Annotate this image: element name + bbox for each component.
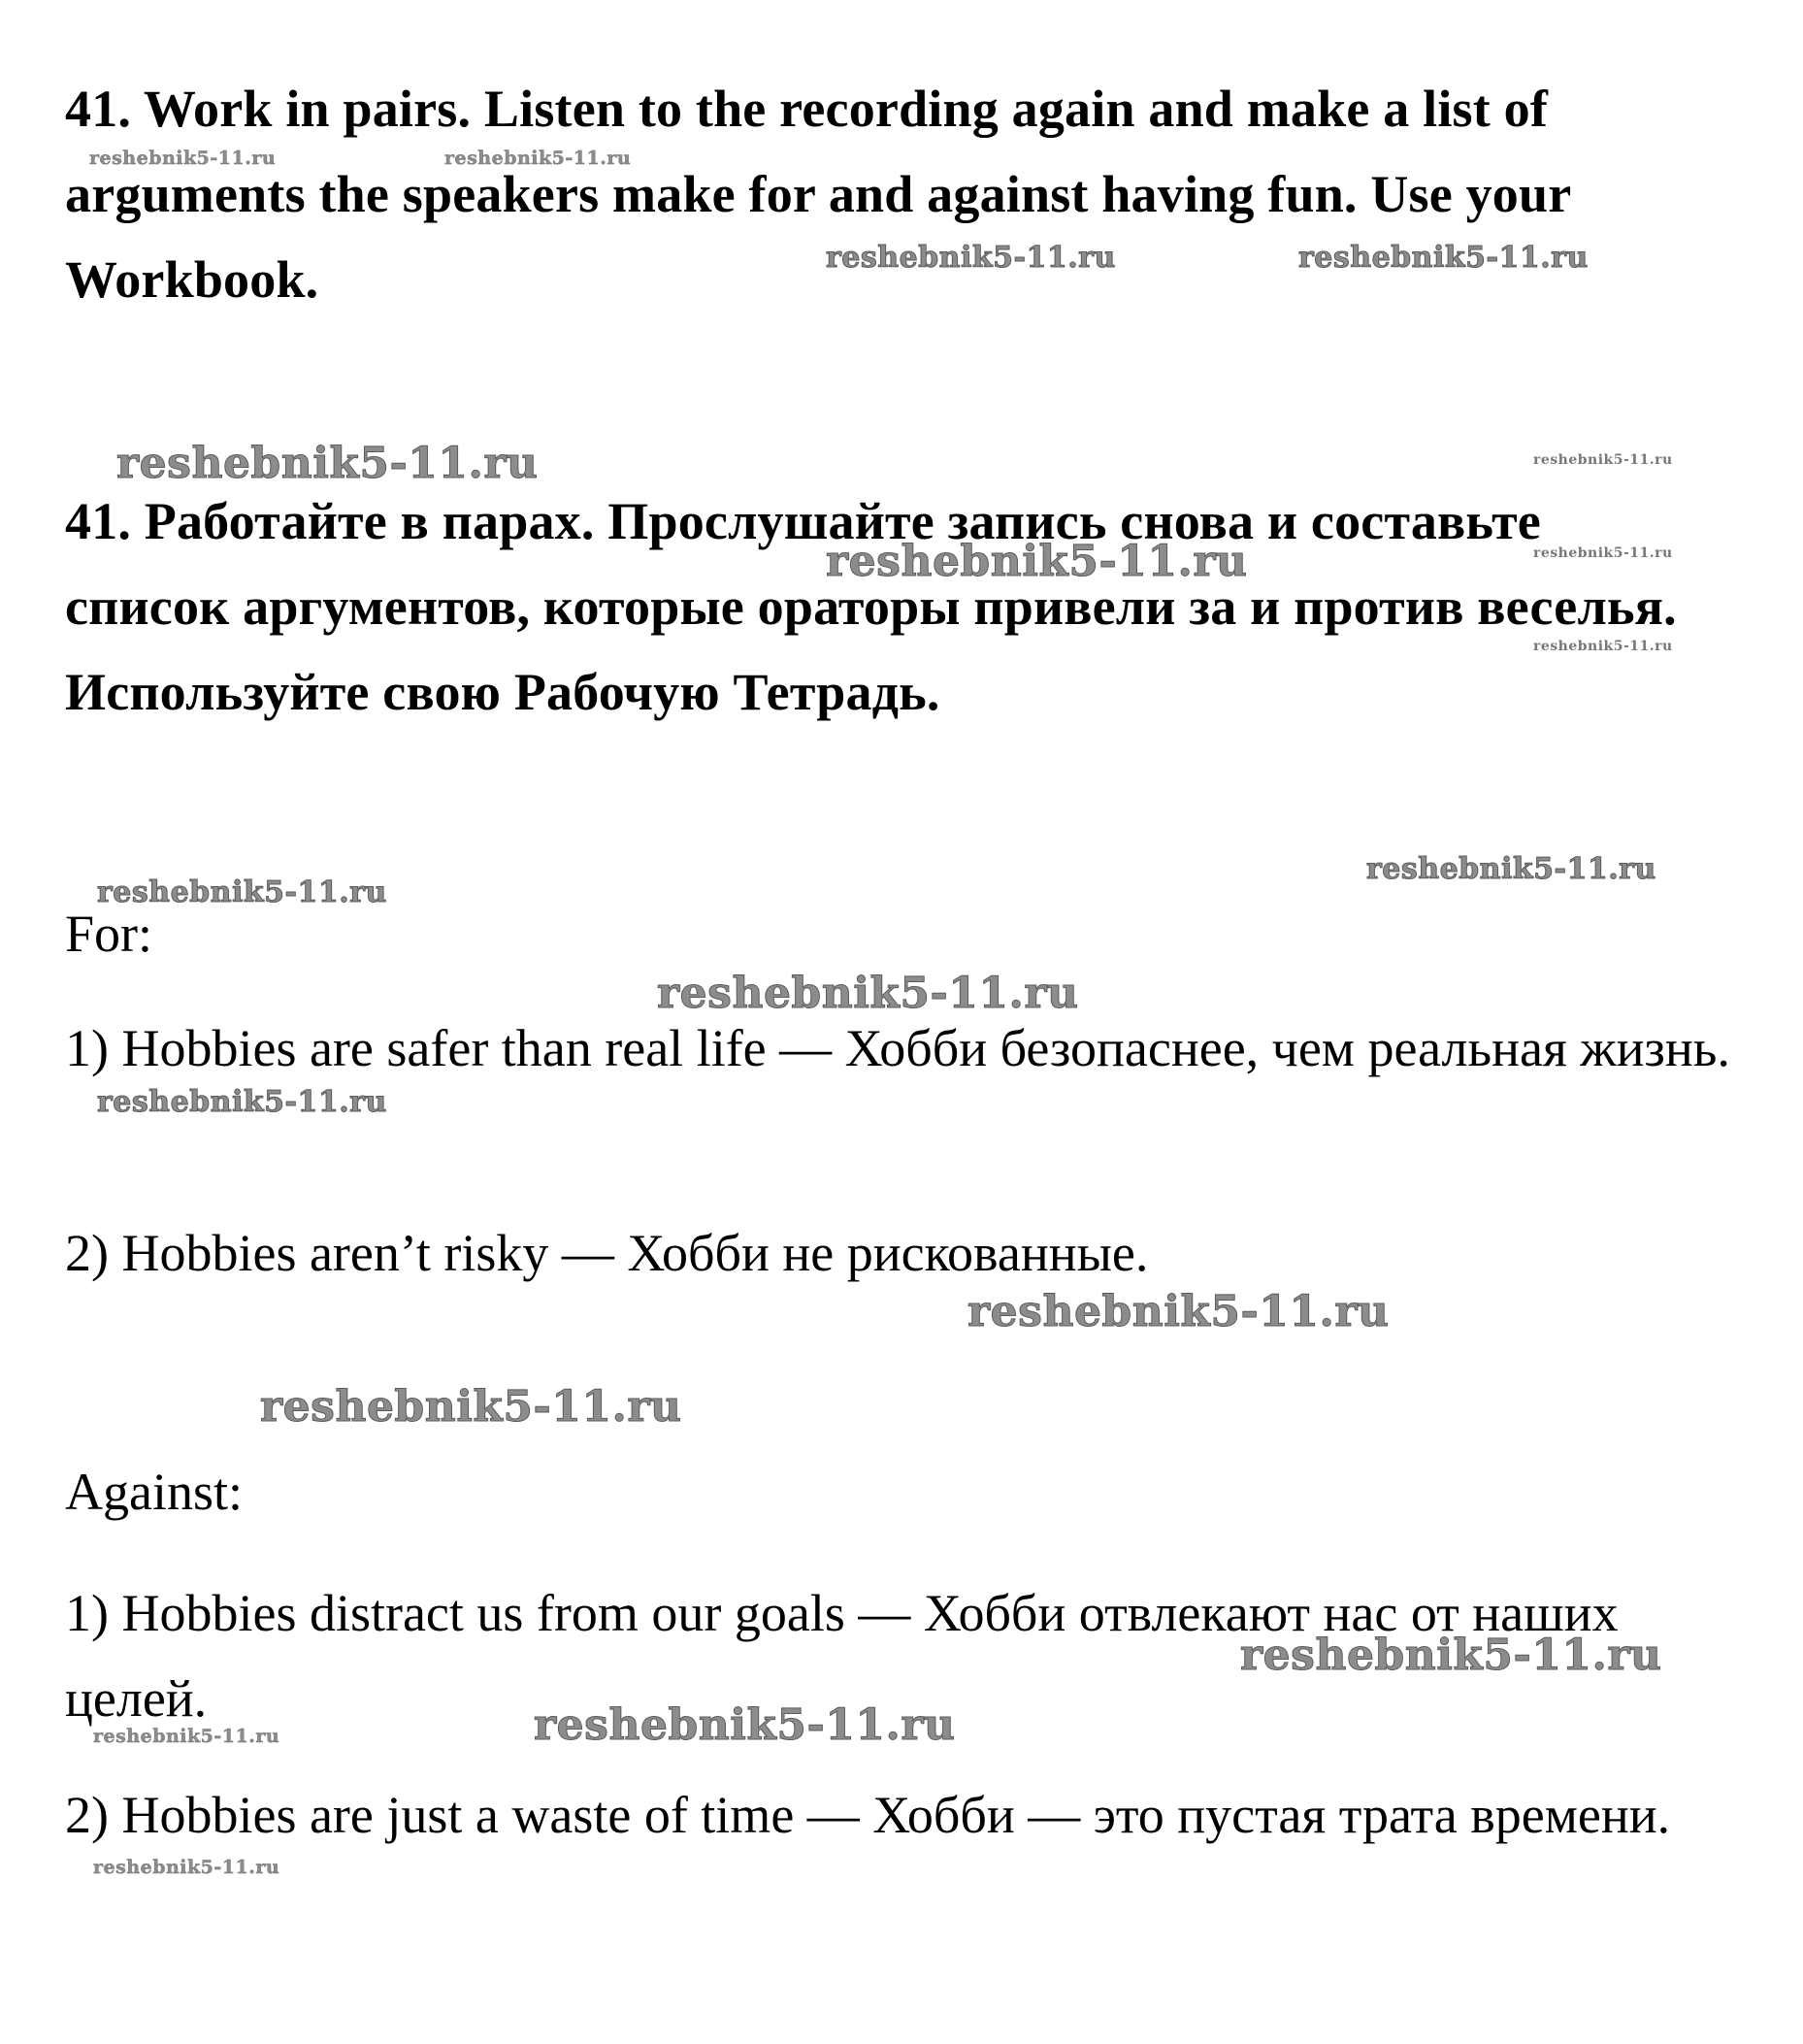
- watermark: reshebnik5-11.ru: [657, 969, 1079, 1018]
- watermark: reshebnik5-11.ru: [444, 148, 632, 169]
- against-heading: Against:: [65, 1463, 243, 1521]
- watermark: reshebnik5-11.ru: [1366, 852, 1656, 886]
- for-item-1: 1) Hobbies are safer than real life — Хобби безопаснее, чем реальная жизнь.: [65, 1019, 1730, 1077]
- watermark: reshebnik5-11.ru: [826, 241, 1116, 275]
- watermark: reshebnik5-11.ru: [1533, 545, 1673, 561]
- watermark: reshebnik5-11.ru: [1533, 639, 1673, 654]
- for-item-2: 2) Hobbies aren’t risky — Хобби не рискованные.: [65, 1224, 1149, 1282]
- watermark: reshebnik5-11.ru: [89, 148, 277, 169]
- watermark: reshebnik5-11.ru: [97, 1085, 387, 1119]
- watermark: reshebnik5-11.ru: [826, 537, 1248, 586]
- watermark: reshebnik5-11.ru: [1240, 1631, 1662, 1680]
- watermark: reshebnik5-11.ru: [116, 439, 539, 488]
- against-item-2: 2) Hobbies are just a waste of time — Хобби — это пустая трата времени.: [65, 1786, 1671, 1844]
- watermark: reshebnik5-11.ru: [967, 1287, 1390, 1336]
- watermark: reshebnik5-11.ru: [93, 1726, 280, 1747]
- watermark: reshebnik5-11.ru: [1533, 452, 1673, 468]
- watermark: reshebnik5-11.ru: [1298, 241, 1589, 275]
- task-statement-russian: 41. Работайте в парах. Прослушайте запись снова и составьте список аргументов, которые ораторы привели за и против веселья. Используйте свою Рабочую Тетрадь.: [65, 492, 1677, 721]
- task-statement-english: 41. Work in pairs. Listen to the recording again and make a list of arguments the speakers make for and against having fun. Use your Workbook.: [65, 80, 1571, 309]
- against-item-1: 1) Hobbies distract us from our goals — Хобби отвлекают нас от наших целей.: [65, 1584, 1619, 1728]
- watermark: reshebnik5-11.ru: [93, 1857, 280, 1878]
- watermark: reshebnik5-11.ru: [534, 1700, 956, 1750]
- watermark: reshebnik5-11.ru: [260, 1382, 682, 1432]
- for-heading: For:: [65, 905, 153, 963]
- watermark: reshebnik5-11.ru: [97, 875, 387, 909]
